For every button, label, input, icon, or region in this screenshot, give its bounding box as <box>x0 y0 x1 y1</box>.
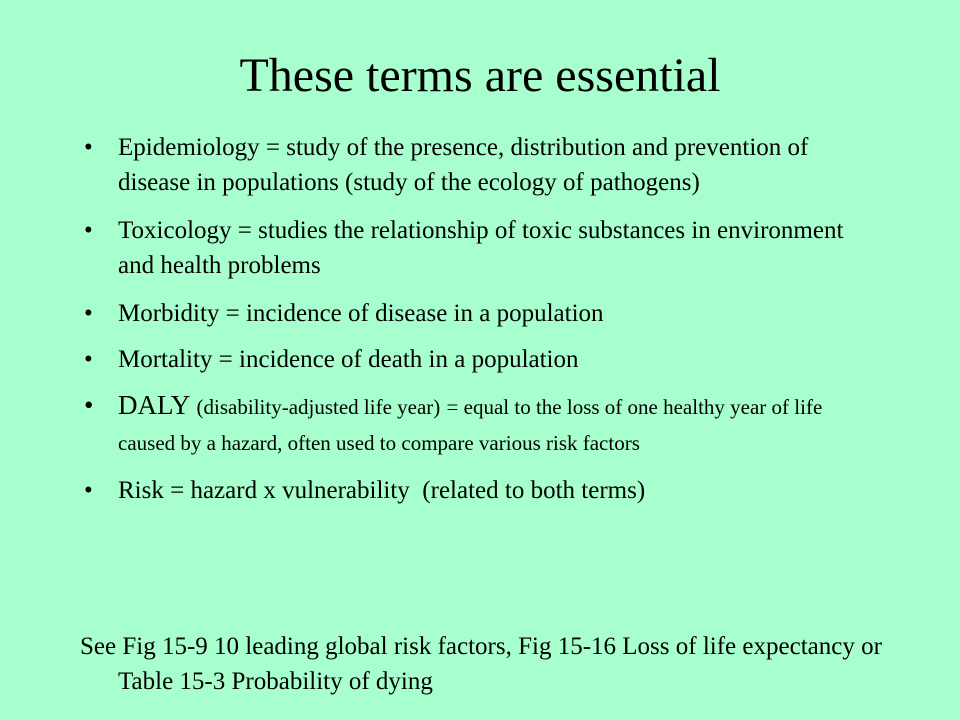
bullet-dot: • <box>84 300 93 327</box>
daly-definition: = equal to the loss of one healthy year of life caused by a hazard, often used to compare various risk factors <box>118 395 823 455</box>
bullet-dot: • <box>84 477 93 504</box>
bullet-mortality <box>80 342 880 377</box>
bullet-dot: • <box>84 390 94 420</box>
bullet-text: Toxicology = studies the relationship of toxic substances in environment and health problems <box>118 217 844 279</box>
footer-note: See Fig 15-9 10 leading global risk factors, Fig 15-16 Loss of life expectancy or Table 15-3 Probability of dying <box>80 633 882 695</box>
daly-abbreviation: (disability-adjusted life year) <box>196 395 441 419</box>
bullet-dot: • <box>84 134 93 161</box>
bullet-risk <box>80 473 880 508</box>
bullet-text: Risk = hazard x vulnerability (related to both terms) <box>118 477 646 504</box>
bullet-dot: • <box>84 346 93 373</box>
bullet-list <box>80 130 880 508</box>
bullet-dot: • <box>84 217 93 244</box>
daly-term: DALY <box>118 390 191 420</box>
bullet-morbidity <box>80 296 880 331</box>
slide-title: These terms are essential <box>239 49 721 102</box>
bullet-text: Epidemiology = study of the presence, distribution and prevention of disease in populations (study of the ecology of pathogens) <box>118 134 809 196</box>
bullet-toxicology <box>80 213 880 283</box>
bullet-text: Mortality = incidence of death in a population <box>118 346 579 373</box>
bullet-daly <box>80 388 880 460</box>
bullet-text: Morbidity = incidence of disease in a population <box>118 300 604 327</box>
bullet-epidemiology <box>80 130 880 200</box>
